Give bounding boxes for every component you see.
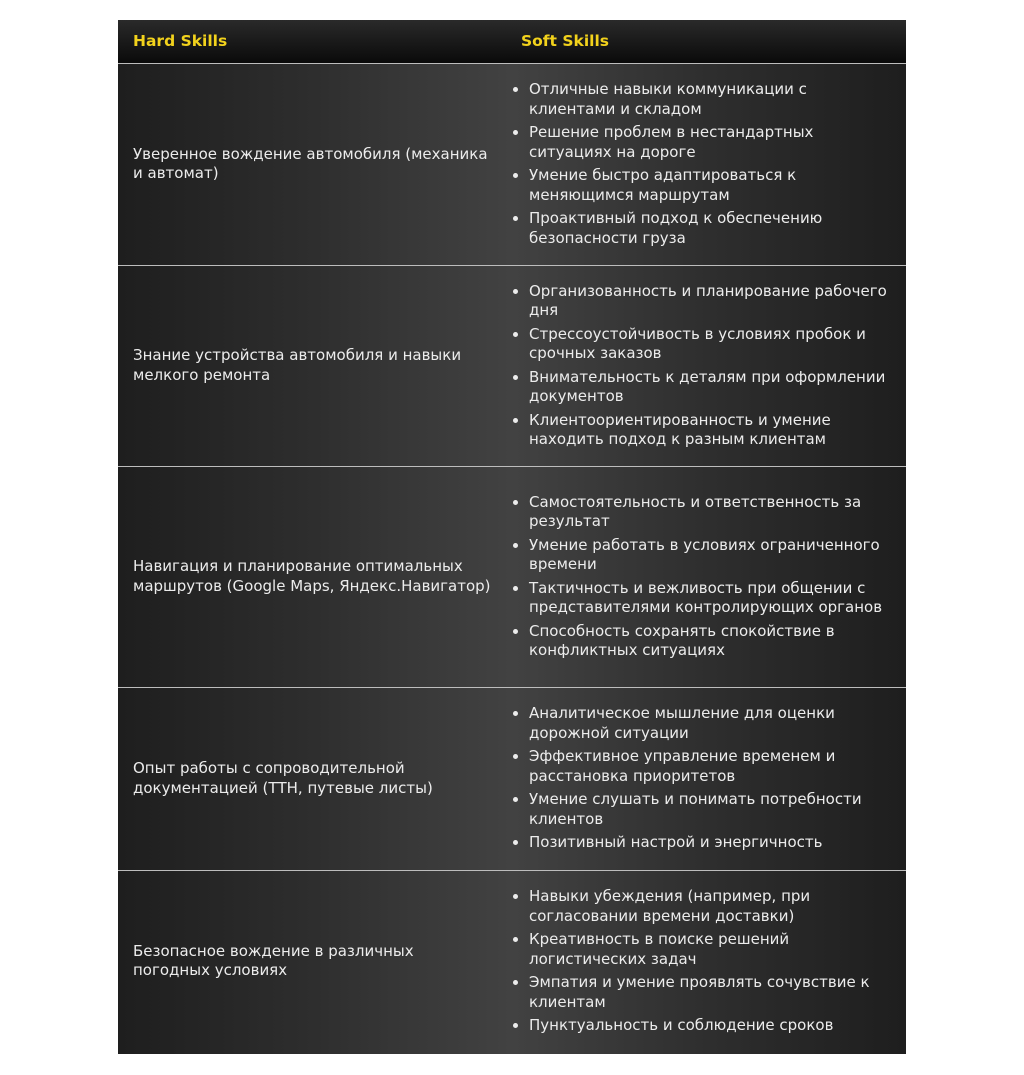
soft-skill-item: • Умение работать в условиях ограниченного времени [529,536,894,575]
soft-skill-item: • Тактичность и вежливость при общении с представителями контролирующих органов [529,579,894,618]
skills-table-container [118,20,906,1054]
soft-skill-item: • Способность сохранять спокойствие в конфликтных ситуациях [529,622,894,661]
soft-skills-cell [506,870,906,1052]
soft-skill-item: • Отличные навыки коммуникации с клиентами и складом [529,80,894,119]
header-row [118,20,906,63]
table-header [118,20,906,63]
soft-skill-item: • Организованность и планирование рабочего дня [529,282,894,321]
soft-skill-item: • Умение быстро адаптироваться к меняющимся маршрутам [529,166,894,205]
table-body [118,63,906,1052]
hard-skill-cell: Навигация и планирование оптимальных маршрутов (Google Maps, Яндекс.Навигатор) [118,466,506,687]
soft-skill-item: • Эффективное управление временем и расстановка приоритетов [529,747,894,786]
hard-skill-cell: Опыт работы с сопроводительной документацией (ТТН, путевые листы) [118,687,506,870]
soft-skills-cell [506,466,906,687]
soft-skill-item: • Внимательность к деталям при оформлении документов [529,368,894,407]
soft-skill-item: • Аналитическое мышление для оценки дорожной ситуации [529,704,894,743]
soft-skill-item: • Креативность в поиске решений логистических задач [529,930,894,969]
skills-table [118,20,906,1052]
table-row [118,687,906,870]
table-row [118,870,906,1052]
header-soft-skills: Soft Skills [506,20,906,63]
hard-skill-cell: Уверенное вождение автомобиля (механика и автомат) [118,63,506,265]
soft-skills-list [510,282,894,450]
header-hard-skills: Hard Skills [118,20,506,63]
soft-skill-item: • Решение проблем в нестандартных ситуациях на дороге [529,123,894,162]
soft-skill-item: • Проактивный подход к обеспечению безопасности груза [529,209,894,248]
soft-skills-cell [506,265,906,466]
soft-skills-cell [506,687,906,870]
hard-skill-cell: Знание устройства автомобиля и навыки мелкого ремонта [118,265,506,466]
soft-skill-item: • Стрессоустойчивость в условиях пробок и срочных заказов [529,325,894,364]
soft-skills-list [510,80,894,248]
table-row [118,265,906,466]
soft-skill-item: • Навыки убеждения (например, при согласовании времени доставки) [529,887,894,926]
soft-skills-list [510,887,894,1036]
soft-skill-item: • Клиентоориентированность и умение находить подход к разным клиентам [529,411,894,450]
soft-skill-item: • Позитивный настрой и энергичность [529,833,894,853]
soft-skill-item: • Самостоятельность и ответственность за результат [529,493,894,532]
soft-skill-item: • Пунктуальность и соблюдение сроков [529,1016,894,1036]
hard-skill-cell: Безопасное вождение в различных погодных условиях [133,941,414,980]
soft-skill-item: • Умение слушать и понимать потребности клиентов [529,790,894,829]
soft-skills-list [510,704,894,853]
soft-skills-cell [506,63,906,265]
soft-skills-list [510,493,894,661]
table-row [118,466,906,687]
table-row [118,63,906,265]
soft-skill-item: • Эмпатия и умение проявлять сочувствие к клиентам [529,973,894,1012]
